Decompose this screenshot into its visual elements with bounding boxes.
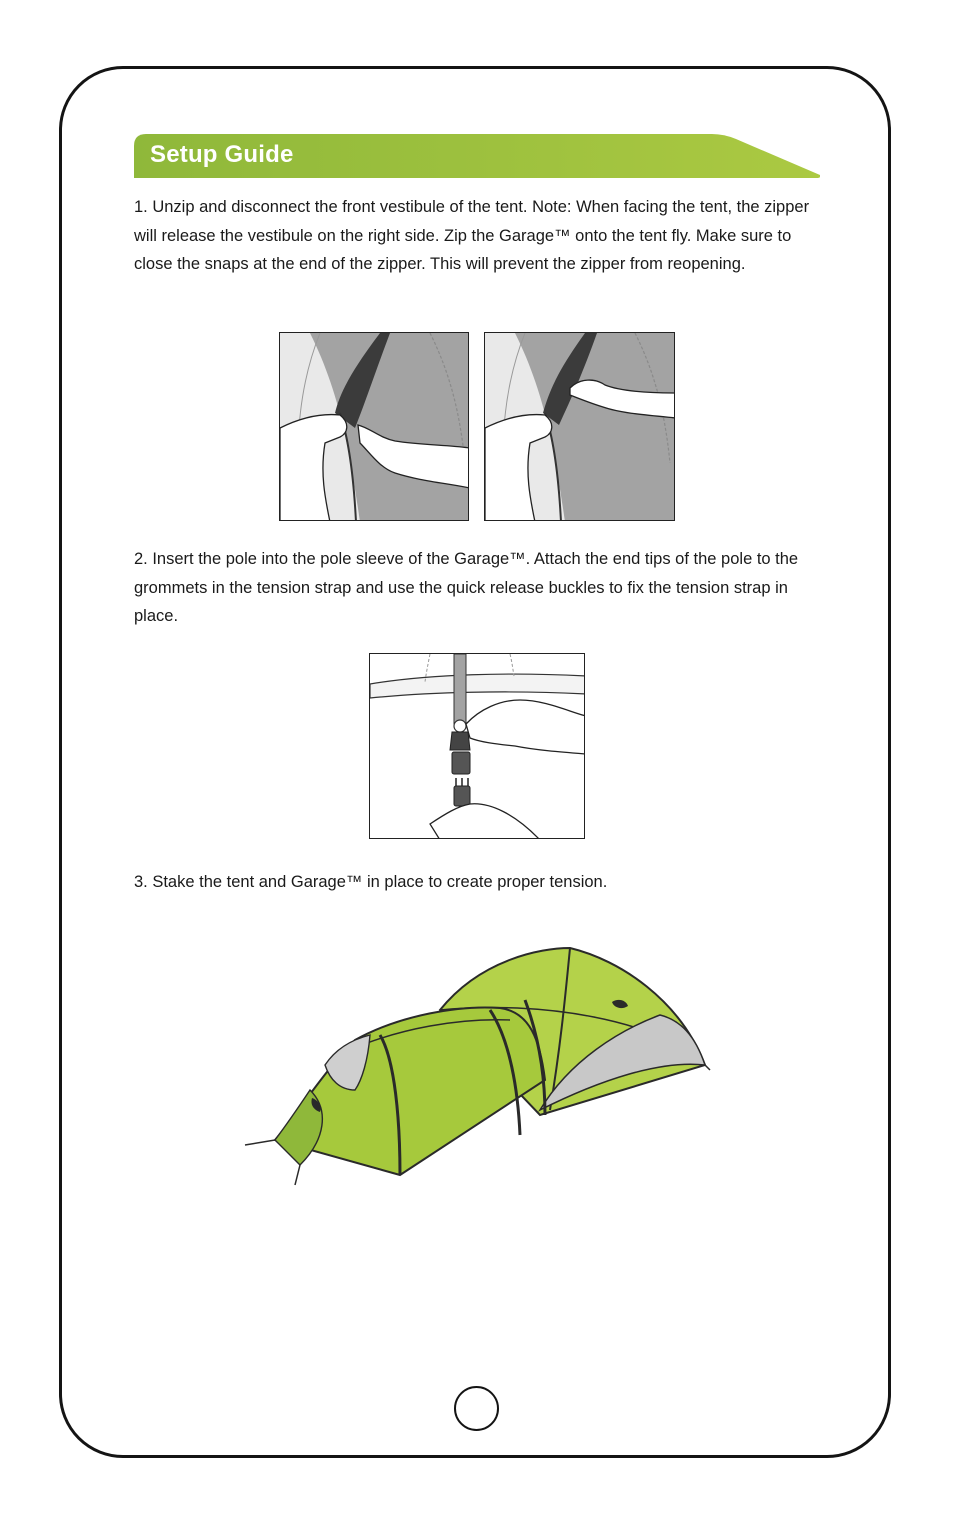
step-2-text: 2. Insert the pole into the pole sleeve of the Garage™. Attach the end tips of the pole to the grommets in the tension strap and use the quick release buckles to fix the tension strap in place.: [134, 550, 799, 626]
step-3-text: 3. Stake the tent and Garage™ in place to create proper tension.: [134, 873, 608, 891]
section-title: Setup Guide: [150, 141, 294, 168]
page-number-circle: [454, 1386, 499, 1431]
step-1-text: 1. Unzip and disconnect the front vestibule of the tent. Note: When facing the tent, the zipper will release the vestibule on the right side. Zip the Garage™ onto the tent fly. Make sure to close the snaps at the end of the zipper. This will prevent the zipper from reopening.: [134, 198, 810, 274]
tent-with-garage-illustration: [240, 940, 720, 1190]
pole-buckle-illustration: [369, 653, 585, 839]
zipper-unzip-illustration: [279, 332, 469, 521]
zipper-close-illustration: [484, 332, 675, 521]
